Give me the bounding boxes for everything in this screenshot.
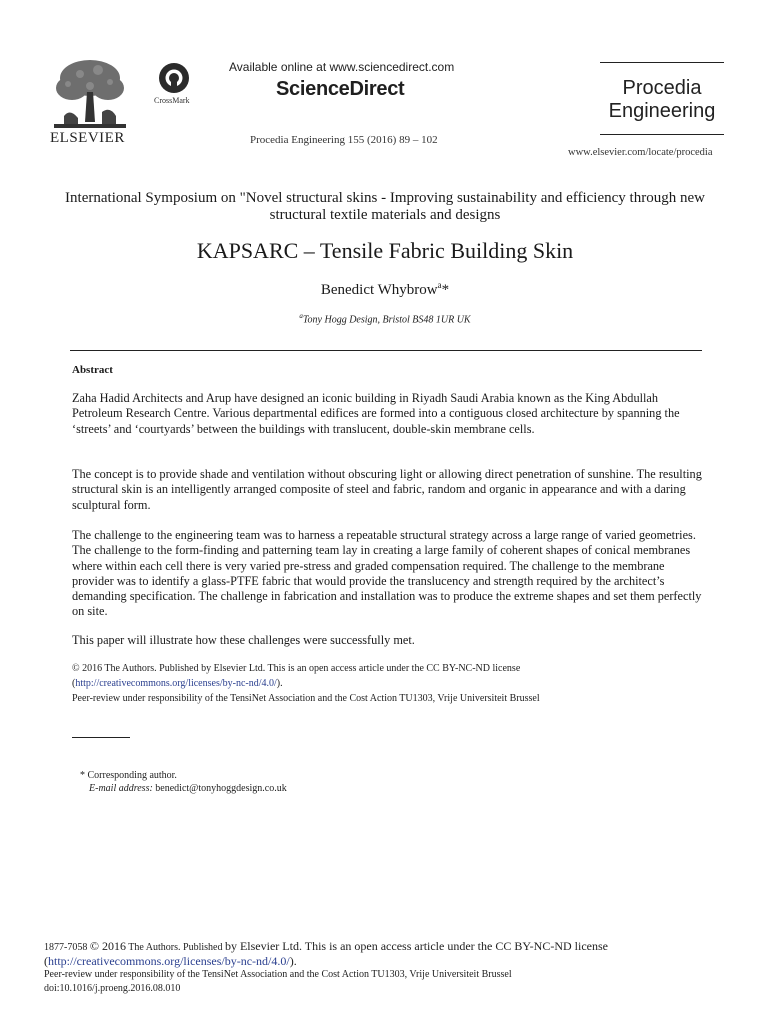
- affiliation-text: Tony Hogg Design, Bristol BS48 1UR UK: [302, 314, 471, 326]
- journal-url-link[interactable]: www.elsevier.com/locate/procedia: [568, 147, 713, 158]
- email-line: [80, 782, 287, 795]
- author-affiliation: [60, 312, 710, 325]
- license-paren-open: (: [72, 678, 76, 689]
- journal-name-box: [600, 62, 724, 123]
- footer-paren-open: (: [44, 953, 48, 968]
- peer-review-statement: Peer-review under responsibility of the TensiNet Association and the Cost Action TU1303, Vrije Universiteit Brussel: [72, 693, 540, 704]
- crossmark-label: CrossMark: [154, 96, 190, 105]
- author-name: Benedict Whybrow: [320, 282, 438, 298]
- email-address[interactable]: benedict@tonyhoggdesign.co.uk: [155, 783, 287, 794]
- license-paren-close: ).: [276, 678, 283, 689]
- footnote-divider: [72, 737, 130, 738]
- footer-peer-review: Peer-review under responsibility of the TensiNet Association and the Cost Action TU1303, Vrije Universiteit Brussel: [44, 969, 512, 980]
- abstract-license-block: [72, 661, 712, 706]
- crossmark-icon[interactable]: [158, 62, 190, 94]
- author-affiliation-sup: a: [437, 280, 442, 290]
- journal-name-line1: Procedia: [622, 77, 702, 99]
- publisher-name: ELSEVIER: [50, 130, 125, 146]
- footer-doi[interactable]: doi:10.1016/j.proeng.2016.08.010: [44, 982, 181, 994]
- title-divider: [70, 350, 702, 351]
- available-online-text: Available online at www.sciencedirect.com: [229, 60, 455, 74]
- license-link[interactable]: http://creativecommons.org/licenses/by-nc-nd/4.0/: [75, 678, 277, 689]
- footer-license-url-line: [44, 955, 744, 969]
- journal-name-line2: Engineering: [608, 100, 716, 122]
- paper-title: KAPSARC – Tensile Fabric Building Skin: [196, 238, 574, 263]
- journal-name-rule: [600, 134, 724, 135]
- footer-copyright-year: © 2016: [89, 939, 126, 953]
- correspondence-note: [80, 769, 287, 795]
- corresponding-author-label: * Corresponding author.: [80, 770, 177, 781]
- author-line: [60, 280, 710, 299]
- license-url-line: [72, 676, 712, 691]
- footer-license-link[interactable]: http://creativecommons.org/licenses/by-nc-nd/4.0/: [48, 953, 290, 968]
- abstract-paragraph-1: Zaha Hadid Architects and Arup have designed an iconic building in Riyadh Saudi Arabia known as the King Abdullah Petroleum Research Centre. Various departmental edifices are formed into a contiguous closed architecture by spanning the ‘streets’ and ‘courtyards’ between the buildings with translucent, double-skin membrane cells.: [72, 391, 680, 436]
- abstract-paragraph-4: This paper will illustrate how these challenges were successfully met.: [72, 633, 415, 647]
- sciencedirect-logo[interactable]: ScienceDirect: [276, 78, 405, 100]
- abstract-heading: Abstract: [72, 364, 113, 376]
- issn: 1877-7058: [44, 942, 88, 953]
- footer-paren-close: ).: [289, 953, 297, 968]
- page-footer: [44, 940, 744, 995]
- footer-copyright-line: [44, 940, 744, 955]
- license-statement: © 2016 The Authors. Published by Elsevier Ltd. This is an open access article under the CC BY-NC-ND license: [72, 663, 521, 674]
- journal-reference: Procedia Engineering 155 (2016) 89 – 102: [250, 134, 438, 146]
- elsevier-tree-logo-icon: [50, 56, 130, 132]
- corresponding-mark: *: [441, 282, 450, 298]
- abstract-paragraph-3: The challenge to the engineering team was to harness a repeatable structural strategy across a large range of varied geometries. The challenge to the form-finding and patterning team lay in creating a large family of coherent shapes of conical membranes where within each cell there is very varied pre-stress and graded compensation required. The challenge to the membrane provider was to identify a glass-PTFE fabric that would provide the translucency and strength required by the architect’s demanding specification. The challenge in fabrication and installation was to produce the extreme shapes and set them perfectly on site.: [72, 528, 702, 619]
- conference-title: International Symposium on "Novel structural skins - Improving sustainability and efficiency through new structural textile materials and designs: [65, 190, 705, 223]
- email-label: E-mail address:: [89, 783, 153, 794]
- abstract-paragraph-2: The concept is to provide shade and ventilation without obscuring light or allowing direct penetration of sunshine. The resulting structural skin is an intelligently arranged composite of steel and fabric, random and organic in appearance and with a daring sculptural form.: [72, 467, 702, 512]
- footer-copyright-by: by Elsevier Ltd. This is an open access article under the CC BY-NC-ND license: [224, 939, 608, 953]
- footer-copyright-authors: The Authors. Published: [128, 942, 223, 953]
- affiliation-sup: a: [299, 312, 303, 320]
